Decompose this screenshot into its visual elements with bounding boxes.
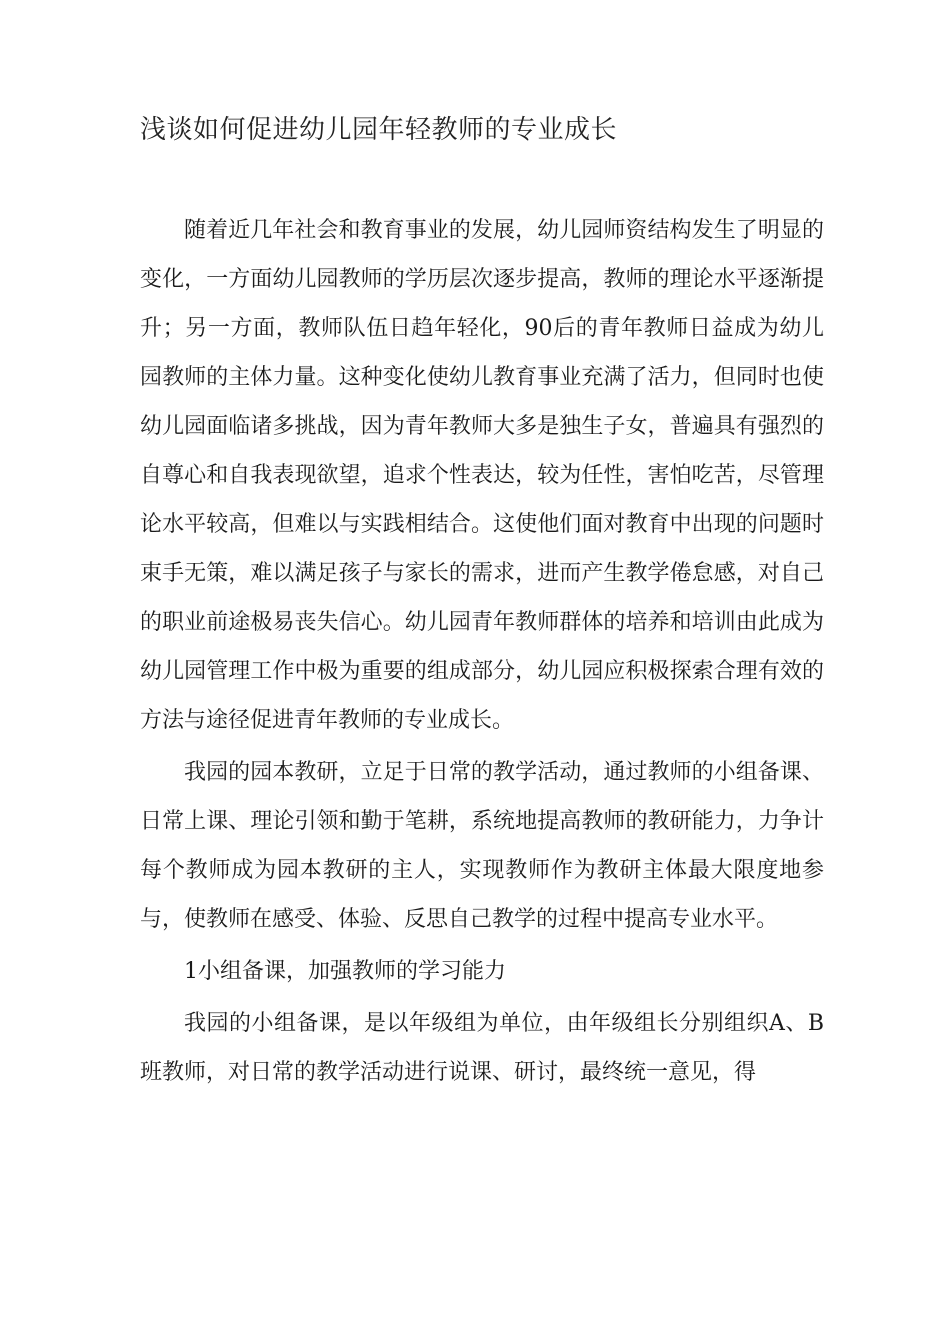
- document-body: [140, 206, 824, 1100]
- document-title: 浅谈如何促进幼儿园年轻教师的专业成长: [140, 115, 618, 145]
- section-heading: 1小组备课，加强教师的学习能力: [184, 959, 506, 984]
- paragraph: 我园的小组备课，是以年级组为单位，由年级组长分别组织A、B班教师，对日常的教学活动进行说课、研讨，最终统一意见，得: [140, 1011, 824, 1085]
- paragraph: 随着近几年社会和教育事业的发展，幼儿园师资结构发生了明显的变化，一方面幼儿园教师的学历层次逐步提高，教师的理论水平逐渐提升；另一方面，教师队伍日趋年轻化，90后的青年教师日益成为幼儿园教师的主体力量。这种变化使幼儿教育事业充满了活力，但同时也使幼儿园面临诸多挑战，因为青年教师大多是独生子女，普遍具有强烈的自尊心和自我表现欲望，追求个性表达，较为任性，害怕吃苦，尽管理论水平较高，但难以与实践相结合。这使他们面对教育中出现的问题时束手无策，难以满足孩子与家长的需求，进而产生教学倦怠感，对自己的职业前途极易丧失信心。幼儿园青年教师群体的培养和培训由此成为幼儿园管理工作中极为重要的组成部分，幼儿园应积极探索合理有效的方法与途径促进青年教师的专业成长。: [140, 218, 824, 733]
- paragraph: 我园的园本教研，立足于日常的教学活动，通过教师的小组备课、日常上课、理论引领和勤于笔耕，系统地提高教师的教研能力，力争计每个教师成为园本教研的主人，实现教师作为教研主体最大限度地参与，使教师在感受、体验、反思自己教学的过程中提高专业水平。: [140, 760, 824, 932]
